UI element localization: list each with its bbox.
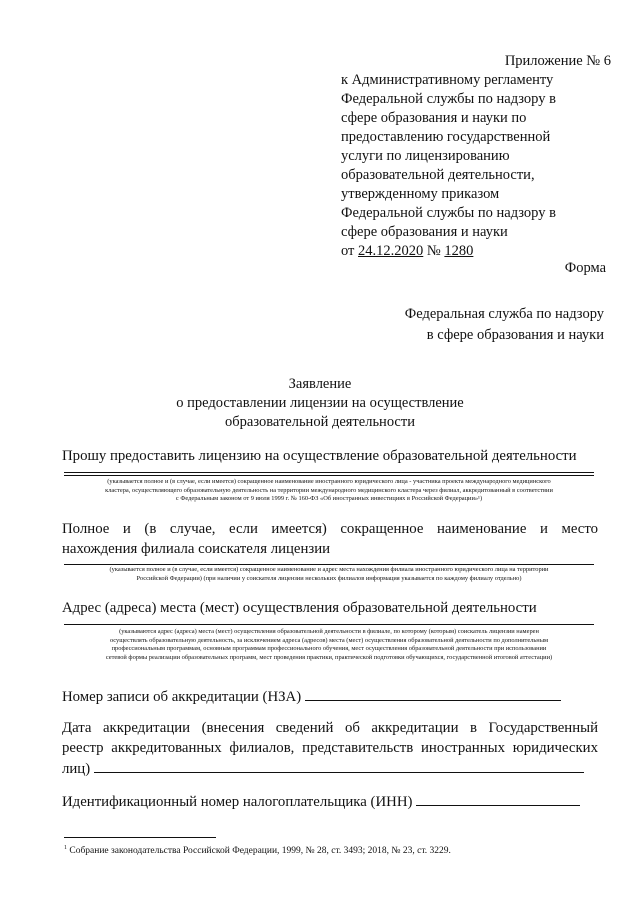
inn-input-line[interactable] [416, 791, 580, 806]
note1-line-2: кластера, осуществляющего образовательную деятельность на территории международного медицинского кластера через филиал, аккредитованный в соответствии [105, 486, 553, 494]
note-branch [64, 566, 594, 583]
accreditation-input-line[interactable] [94, 758, 584, 773]
agency-block [405, 304, 604, 346]
form-label: Форма [564, 260, 606, 276]
nza-row [62, 686, 598, 707]
note2-line-2: Российской Федерации) (при наличии у соискателя лицензии нескольких филиалов информация указывается по каждому филиалу отдельно) [136, 574, 522, 582]
inn-label: Идентификационный номер налогоплательщика (ИНН) [62, 794, 413, 810]
appendix-line-8: Федеральной службы по надзору в [341, 205, 556, 221]
request-input-line[interactable] [64, 472, 594, 473]
nza-label: Номер записи об аккредитации (НЗА) [62, 689, 302, 705]
note3-line-1: (указываются адрес (адреса) места (мест) осуществления образовательной деятельности в филиале, по которому (которым) соискатель лицензии намерен [119, 628, 539, 635]
note3-line-2: осуществлять образовательную деятельность, за исключением адреса (адресов) места (мест) осуществления образовательной деятельности по дополнительным [109, 636, 549, 644]
appendix-line-6: образовательной деятельности, [341, 167, 535, 183]
request-text: Прошу предоставить лицензию на осуществление образовательной деятельности [62, 448, 577, 464]
appendix-date-prefix: от [341, 243, 359, 259]
document-title [0, 375, 640, 432]
agency-line-1: Федеральная служба по надзору [404, 306, 604, 322]
inn-row [62, 791, 598, 812]
address-label: Адрес (адреса) места (мест) осуществления образовательной деятельности [62, 600, 537, 616]
address-input-line[interactable] [64, 624, 594, 625]
nza-input-line[interactable] [305, 686, 561, 701]
footnote [64, 842, 451, 857]
note1-line-1: (указывается полное и (в случае, если имеется) сокращенное наименование иностранного юридического лица - участника проекта международного медицинского [107, 478, 551, 485]
footnote-separator [64, 837, 216, 838]
note3-line-4: сетевой формы реализации образовательных программ, мест проведения практики, практической подготовки обучающихся, государственной итоговой аттестации) [105, 653, 553, 661]
appendix-block [341, 52, 611, 261]
note-foreign-entity [64, 478, 594, 504]
branch-name-line-2: нахождения филиала соискателя лицензии [62, 541, 331, 557]
note2-line-1: (указывается полное и (в случае, если имеется) сокращенное наименование и адрес места нахождения филиала иностранного юридического лица на территории [109, 566, 549, 573]
agency-line-2: в сфере образования и науки [426, 327, 604, 343]
accreditation-line-2: реестр аккредитованных филиалов, представительств иностранных юридических [62, 740, 598, 756]
accreditation-line-1: Дата аккредитации (внесения сведений об аккредитации в Государственный [62, 720, 598, 736]
appendix-line-2: Федеральной службы по надзору в [341, 91, 556, 107]
appendix-line-3: сфере образования и науки по [341, 110, 527, 126]
accreditation-row-3 [62, 758, 598, 779]
appendix-title: Приложение № 6 [504, 53, 611, 69]
appendix-line-5: услуги по лицензированию [341, 148, 510, 164]
appendix-date: 24.12.2020 [358, 243, 424, 259]
branch-input-line[interactable] [64, 564, 594, 565]
appendix-line-9: сфере образования и науки [341, 224, 508, 240]
appendix-line-1: к Административному регламенту [341, 72, 554, 88]
title-line-2: о предоставлении лицензии на осуществление [176, 395, 464, 411]
branch-name-line-1: Полное и (в случае, если имеется) сокращенное наименование и место [62, 521, 598, 537]
appendix-line-7: утвержденному приказом [341, 186, 500, 202]
note1-line-3: с Федеральным законом от 9 июля 1999 г. № 160-ФЗ «Об иностранных инвестициях в Российской Федерации»¹) [175, 495, 483, 502]
accreditation-line-3: лиц) [62, 761, 91, 777]
request-input-line-2 [64, 475, 594, 476]
appendix-date-line [341, 242, 611, 261]
footnote-mark: 1 [64, 845, 67, 851]
title-line-3: образовательной деятельности [225, 414, 415, 430]
title-line-1: Заявление [288, 376, 352, 392]
note3-line-3: профессиональным программам, основным программам профессионального обучения, мест осуществления образовательной деятельности при использовании [111, 645, 547, 652]
appendix-line-4: предоставлению государственной [341, 129, 551, 145]
note-address [64, 628, 594, 662]
appendix-number: 1280 [444, 243, 474, 259]
footnote-text: Собрание законодательства Российской Федерации, 1999, № 28, ст. 3493; 2018, № 23, ст. 3229. [67, 846, 451, 857]
appendix-number-sign: № [423, 243, 445, 259]
